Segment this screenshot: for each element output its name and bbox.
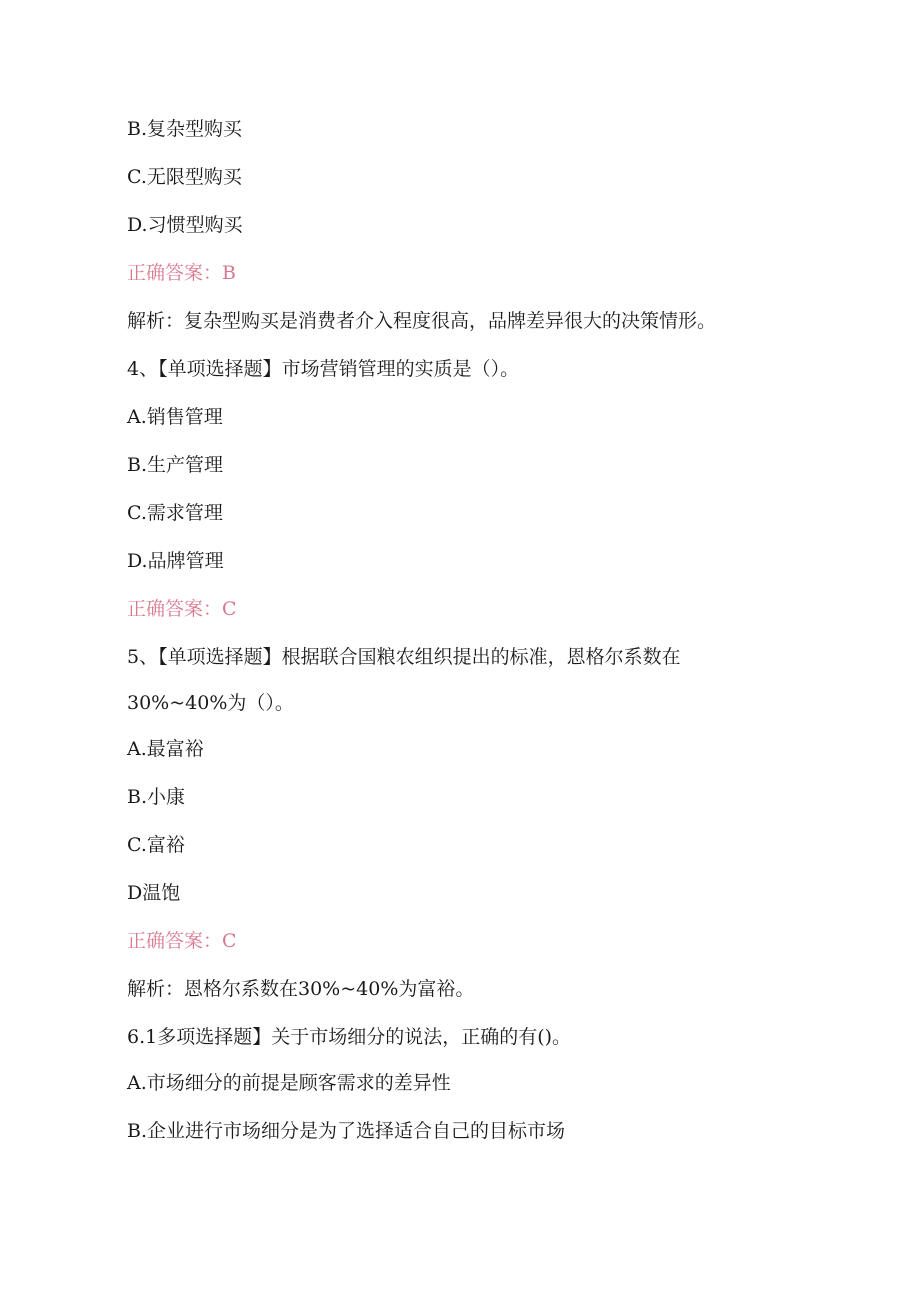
option-line: A.市场细分的前提是顾客需求的差异性 <box>127 1072 451 1094</box>
analysis-text: 解析：恩格尔系数在30%~40%为富裕。 <box>127 978 475 1000</box>
option-line: D.习惯型购买 <box>127 214 243 236</box>
option-line: D温饱 <box>127 882 181 904</box>
question-title: 5、【单项选择题】根据联合国粮农组织提出的标准，恩格尔系数在 <box>127 646 681 668</box>
correct-answer: 正确答案：C <box>127 930 237 952</box>
option-line: A.最富裕 <box>127 738 204 760</box>
option-line: B.复杂型购买 <box>127 118 243 140</box>
question-title: 6.1多项选择题】关于市场细分的说法，正确的有()。 <box>127 1026 572 1048</box>
option-line: B.企业进行市场细分是为了选择适合自己的目标市场 <box>127 1120 566 1142</box>
option-line: B.生产管理 <box>127 454 224 476</box>
option-line: D.品牌管理 <box>127 550 224 572</box>
option-line: C.无限型购买 <box>127 166 242 188</box>
analysis-text: 解析：复杂型购买是消费者介入程度很高，品牌差异很大的决策情形。 <box>127 310 717 332</box>
option-line: A.销售管理 <box>127 406 223 428</box>
correct-answer: 正确答案：C <box>127 598 237 620</box>
option-line: C.富裕 <box>127 834 185 856</box>
option-line: C.需求管理 <box>127 502 223 524</box>
question-title-continued: 30%~40%为（）。 <box>127 692 294 714</box>
question-title: 4、【单项选择题】市场营销管理的实质是（）。 <box>127 358 520 380</box>
option-line: B.小康 <box>127 786 186 808</box>
correct-answer: 正确答案：B <box>127 262 236 284</box>
